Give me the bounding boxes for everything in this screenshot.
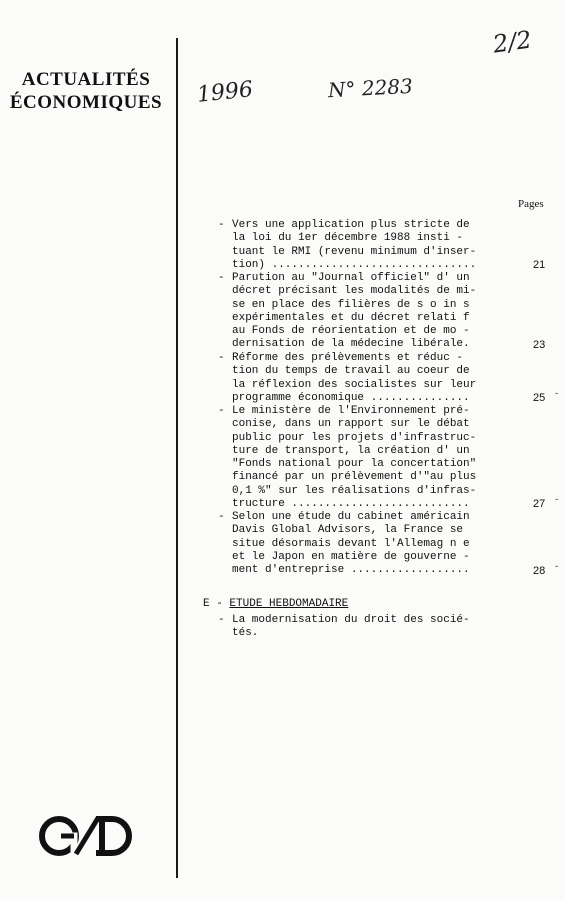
publication-title-line1: ACTUALITÉS	[21, 69, 151, 90]
toc-page-number: 21	[533, 259, 546, 271]
toc-item-text	[232, 405, 494, 511]
toc-page-number: 23	[533, 339, 546, 351]
toc-line: conise, dans un rapport sur le débat	[232, 418, 470, 431]
handwritten-year: 1996	[195, 77, 255, 108]
toc-line: et le Japon en matière de gouverne -	[232, 550, 470, 563]
handwritten-corner-mark: 2/2	[491, 25, 534, 59]
toc-line: ture de transport, la création d' un	[232, 444, 470, 457]
toc-line: programme économique ...............	[232, 391, 470, 404]
margin-tick-mark: -	[554, 389, 560, 399]
toc-line: tés.	[232, 627, 259, 640]
bullet-dash: -	[218, 405, 225, 417]
margin-tick-mark: -	[554, 495, 560, 505]
gd-logo	[36, 812, 140, 865]
toc-page-number: 27	[533, 498, 546, 510]
toc-line: Davis Global Advisors, la France se	[232, 524, 464, 537]
bullet-dash: -	[218, 614, 225, 626]
toc-page-number: 25	[533, 392, 546, 404]
pages-column-header: Pages	[518, 198, 544, 210]
section-heading: E - ETUDE HEBDOMADAIRE	[203, 598, 349, 610]
toc-item-text	[232, 272, 494, 352]
toc-line: se en place des filières de s o in s	[232, 298, 470, 311]
toc-item	[218, 272, 508, 352]
bullet-dash: -	[218, 352, 225, 364]
toc-line: Vers une application plus stricte de	[232, 219, 470, 231]
toc-line: tion du temps de travail au coeur de	[232, 365, 470, 378]
handwritten-issue-number: N° 2283	[327, 73, 414, 103]
toc-line: Le ministère de l'Environnement pré-	[232, 405, 470, 417]
toc-line: dernisation de la médecine libérale.	[232, 338, 470, 351]
toc-item-text	[232, 614, 494, 641]
toc-line: "Fonds national pour la concertation"	[232, 458, 477, 471]
toc-line: tructure ...........................	[232, 498, 470, 511]
toc-line: ment d'entreprise ..................	[232, 564, 470, 577]
publication-title-line2: ÉCONOMIQUES	[9, 92, 163, 113]
toc-item-text	[232, 511, 494, 577]
bullet-dash: -	[218, 219, 225, 231]
section-letter: E	[203, 598, 210, 610]
toc-line: public pour les projets d'infrastruc-	[232, 431, 477, 444]
toc-line: Parution au "Journal officiel" d' un	[232, 272, 470, 284]
toc-line: situe désormais devant l'Allemag n e	[232, 537, 470, 550]
publication-title	[0, 68, 172, 114]
toc-line: 0,1 %" sur les réalisations d'infras-	[232, 484, 477, 497]
toc-line: Selon une étude du cabinet américain	[232, 511, 470, 523]
bullet-dash: -	[218, 272, 225, 284]
toc-item	[218, 405, 508, 511]
vertical-divider	[176, 38, 178, 878]
toc-line: au Fonds de réorientation et de mo -	[232, 325, 470, 338]
toc-line: tuant le RMI (revenu minimum d'inser-	[232, 245, 477, 258]
toc-line: décret précisant les modalités de mi-	[232, 285, 477, 298]
toc-line: la réflexion des socialistes sur leur	[232, 378, 477, 391]
toc-item	[218, 511, 508, 577]
toc-item	[218, 614, 508, 641]
margin-tick-mark: -	[554, 562, 560, 572]
section-title: ETUDE HEBDOMADAIRE	[229, 598, 349, 610]
toc-line: La modernisation du droit des socié-	[232, 614, 470, 626]
toc-line: Réforme des prélèvements et réduc -	[232, 352, 464, 364]
toc-item-text	[232, 219, 494, 272]
toc-item	[218, 219, 508, 272]
toc-page-number: 28	[533, 565, 546, 577]
toc-item	[218, 352, 508, 405]
toc-line: tion) ...............................	[232, 258, 477, 271]
toc-line: la loi du 1er décembre 1988 insti -	[232, 232, 464, 245]
toc-item-text	[232, 352, 494, 405]
toc-line: expérimentales et du décret relati f	[232, 311, 470, 324]
bullet-dash: -	[218, 511, 225, 523]
toc-line: financé par un prélèvement d'"au plus	[232, 471, 477, 484]
